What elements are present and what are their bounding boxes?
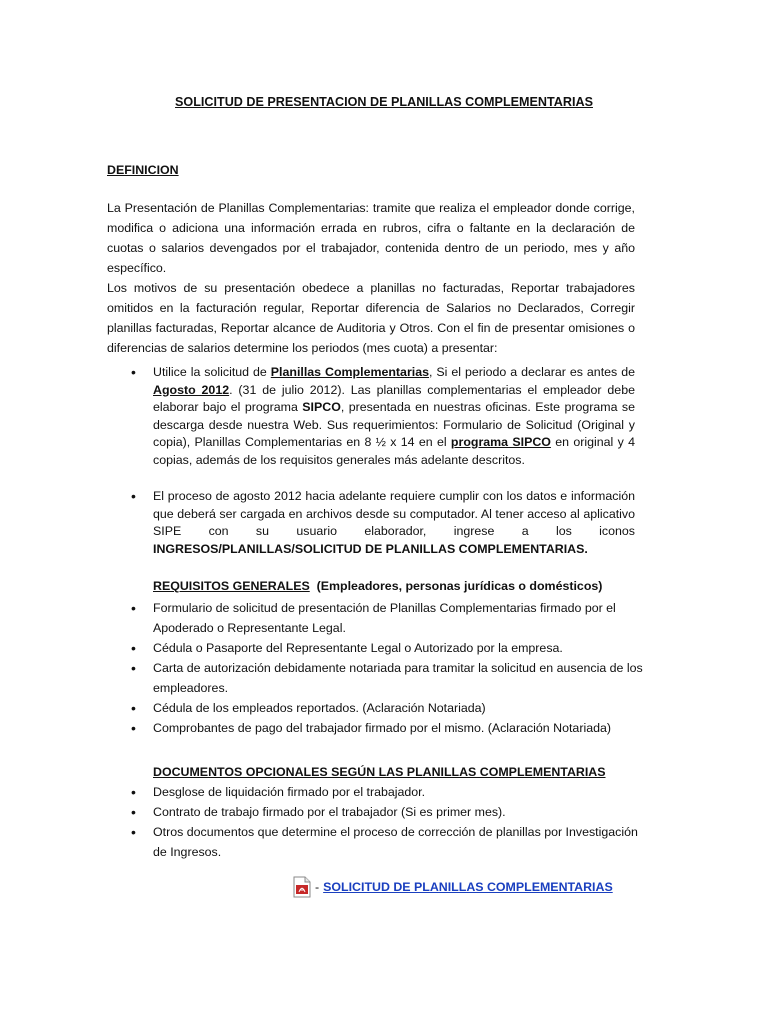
opcionales-list [153,782,653,862]
bullet-text: El proceso de agosto 2012 hacia adelante requiere cumplir con los datos e información que deberá ser cargada en archivos desde su computador. Al tener acceso al aplicativo SIPE con su usuario elaborador, ingrese a los iconos [153,489,635,538]
list-item: • Desglose de liquidación firmado por el trabajador. [153,782,653,802]
list-item: • Cédula o Pasaporte del Representante Legal o Autorizado por la empresa. [153,638,653,658]
list-item: • Cédula de los empleados reportados. (Aclaración Notariada) [153,698,653,718]
bold-path: INGRESOS/PLANILLAS/SOLICITUD DE PLANILLAS COMPLEMENTARIAS. [153,541,588,556]
underlined-program: programa SIPCO [450,435,551,449]
requisitos-heading-suffix: (Empleadores, personas jurídicas o domésticos) [316,579,603,593]
solicitud-download-link[interactable]: SOLICITUD DE PLANILLAS COMPLEMENTARIAS [323,880,613,894]
section-heading-definicion: DEFINICION [107,163,179,177]
bullet-text: Utilice la solicitud de [153,365,271,379]
list-item: • Otros documentos que determine el proceso de corrección de planillas por Investigación de Ingresos. [153,822,653,862]
bullet-text: , Si el periodo a declarar es antes de [429,365,635,379]
paragraph-definition: La Presentación de Planillas Complementarias: tramite que realiza el empleador donde corrige, modifica o adiciona una información errada en rubros, cifra o faltante en la declaración de cuotas o salarios devengados por el trabajador, contenida dentro de un periodo, mes y año específico. [107,201,635,275]
requisitos-heading [153,576,602,596]
opcionales-heading [153,762,606,782]
list-item: • Contrato de trabajo firmado por el trabajador (Si es primer mes). [153,802,653,822]
bullet-proceso-sipe [153,488,635,558]
list-item: • Comprobantes de pago del trabajador firmado por el mismo. (Aclaración Notariada) [153,718,653,738]
requisitos-heading-label: REQUISITOS GENERALES [153,579,310,593]
bullet-planillas-complementarias [153,364,635,469]
pdf-icon[interactable] [293,876,311,898]
underlined-date: Agosto 2012 [153,382,230,397]
underlined-term: Planillas Complementarias [270,365,429,379]
bold-term: SIPCO [302,400,341,414]
list-item: • Formulario de solicitud de presentación de Planillas Complementarias firmado por el Apoderado o Representante Legal. [153,598,653,638]
page-title: SOLICITUD DE PRESENTACION DE PLANILLAS COMPLEMENTARIAS [175,95,593,109]
list-item: • Carta de autorización debidamente notariada para tramitar la solicitud en ausencia de los empleadores. [153,658,653,698]
requisitos-list [153,598,653,738]
bullet-text: . (31 de julio 2012). Las planillas complementarias el empleador debe elaborar bajo el programa [153,382,635,414]
paragraph-motivos: Los motivos de su presentación obedece a planillas no facturadas, Reportar trabajadores omitidos en la facturación regular, Reportar diferencia de Salarios no Declarados, Corregir planillas facturadas, Reportar alcance de Auditoria y Otros. Con el fin de presentar omisiones o diferencias de salarios determine los periodos (mes cuota) a presentar: [107,281,635,355]
download-row [293,874,613,900]
bullet-text: en original y 4 copias, además de los requisitos generales más adelante descritos. [153,435,635,467]
bullet-text: , presentada en nuestras oficinas. Este programa se descarga desde nuestra Web. Sus requerimientos: Formulario de Solicitud (Original y copia), Planillas Complementarias en 8 ½ x 14 en el [153,400,635,449]
opcionales-heading-label: DOCUMENTOS OPCIONALES SEGÚN LAS PLANILLAS COMPLEMENTARIAS [153,765,606,779]
link-separator: - [315,880,320,894]
